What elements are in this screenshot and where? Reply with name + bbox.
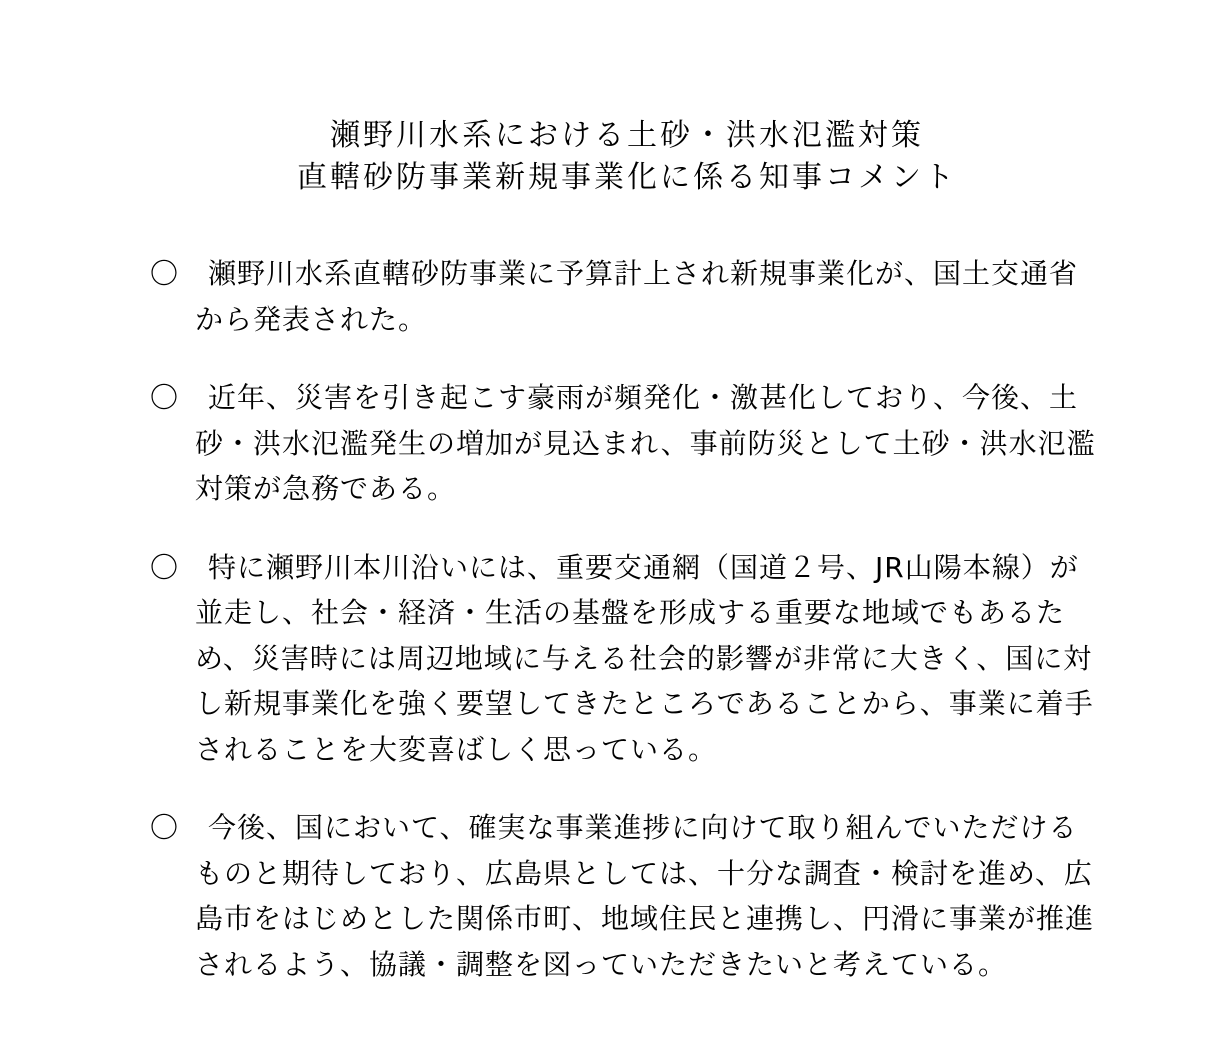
title-line-2: 直轄砂防事業新規事業化に係る知事コメント <box>297 160 957 195</box>
paragraph-3 <box>195 545 1104 773</box>
paragraph-4 <box>195 805 1104 987</box>
paragraph-line: 砂・洪水氾濫発生の増加が見込まれ、事前防災として土砂・洪水氾濫 <box>195 426 1096 460</box>
bullet-item-2 <box>150 375 1104 512</box>
paragraph-line: ものと期待しており、広島県としては、十分な調査・検討を進め、広 <box>195 856 1093 890</box>
paragraph-1 <box>195 251 1104 342</box>
title-line-1: 瀬野川水系における土砂・洪水氾濫対策 <box>330 118 924 153</box>
paragraph-line: 島市をはじめとした関係市町、地域住民と連携し、円滑に事業が推進 <box>195 902 1095 935</box>
bullet-item-1 <box>150 251 1104 342</box>
paragraph-line: されることを大変喜ばしく思っている。 <box>195 732 718 766</box>
bullet-marker: 〇 <box>150 381 180 414</box>
paragraph-line: め、災害時には周辺地域に与える社会的影響が非常に大きく、国に対 <box>195 641 1093 675</box>
bullet-marker: 〇 <box>150 257 180 290</box>
bullet-item-3 <box>150 545 1104 773</box>
document-title <box>150 115 1104 199</box>
paragraph-line: 特に瀬野川本川沿いには、重要交通網（国道２号、JR山陽本線）が <box>208 550 1079 584</box>
paragraph-line: し新規事業化を強く要望してきたところであることから、事業に着手 <box>195 687 1094 720</box>
paragraph-line: 今後、国において、確実な事業進捗に向けて取り組んでいただける <box>208 811 1078 844</box>
paragraph-line: 近年、災害を引き起こす豪雨が頻発化・激甚化しており、今後、土 <box>208 381 1079 414</box>
bullet-list <box>150 251 1104 987</box>
paragraph-line: 瀬野川水系直轄砂防事業に予算計上され新規事業化が、国土交通省 <box>208 257 1079 290</box>
bullet-item-4 <box>150 805 1104 987</box>
paragraph-line: 並走し、社会・経済・生活の基盤を形成する重要な地域でもあるた <box>195 596 1066 629</box>
paragraph-2 <box>195 375 1104 512</box>
paragraph-line: 対策が急務である。 <box>195 472 457 505</box>
paragraph-line: されるよう、協議・調整を図っていただきたいと考えている。 <box>195 947 1008 981</box>
bullet-marker: 〇 <box>150 550 180 584</box>
bullet-marker: 〇 <box>150 811 180 844</box>
paragraph-line: から発表された。 <box>195 302 428 336</box>
